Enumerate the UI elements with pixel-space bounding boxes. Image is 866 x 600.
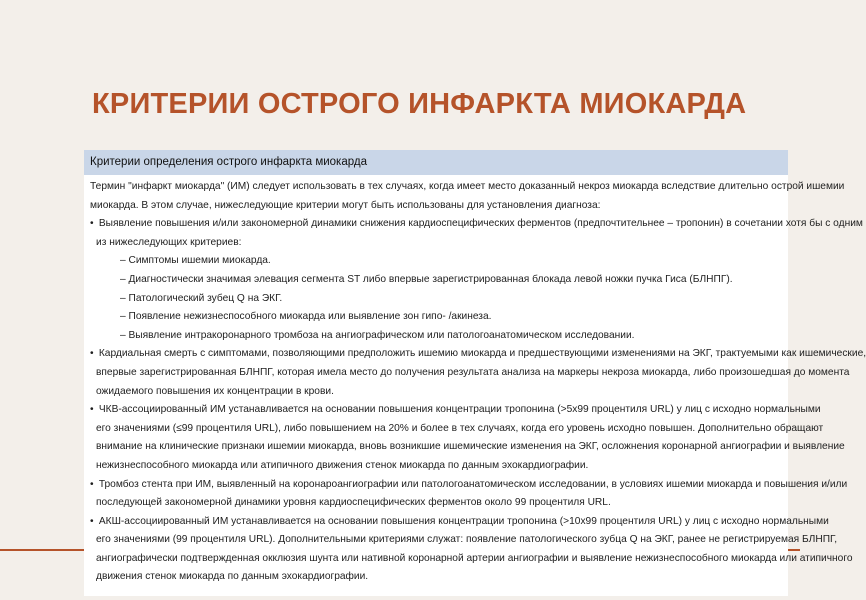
bullet-item: • Выявление повышения и/или закономерной динамики снижения кардиоспецифических ферментов (предпочтительнее – тропонин) в сочетании хотя бы с одним (90, 215, 782, 234)
text-line: нежизнеспособного миокарда или атипичного движения стенок миокарда по данным эхокардиографии. (96, 459, 589, 471)
bullet-item: • Кардиальная смерть с симптомами, позволяющими предположить ишемию миокарда и предшествующими изменениями на ЭКГ, трактуемыми как ишемические, (90, 345, 782, 364)
sub-item: – Появление нежизнеспособного миокарда или выявление зон гипо- /акинеза. (120, 311, 492, 323)
table-header: Критерии определения острого инфаркта миокарда (84, 150, 788, 175)
bullet-icon: • (90, 218, 94, 230)
bullet-item: • АКШ-ассоциированный ИМ устанавливается на основании повышения концентрации тропонина (>10х99 процентиля URL) у лиц с исходно нормальными (90, 513, 782, 532)
text-line: ангиографически подтвержденная окклюзия шунта или нативной коронарной артерии ангиографии и выявление нежизнеспособного миокарда или атипичного (96, 552, 853, 564)
bullet-icon: • (90, 515, 94, 527)
bullet-item: • Тромбоз стента при ИМ, выявленный на коронароангиографии или патологоанатомическом исследовании, в условиях ишемии миокарда и повышения и/или (90, 476, 782, 495)
sub-item: – Диагностически значимая элевация сегмента ST либо впервые зарегистрированная блокада левой ножки пучка Гиса (БЛНПГ). (120, 273, 733, 285)
text-line: миокарда. В этом случае, нижеследующие критерии могут быть использованы для установления диагноза: (90, 199, 601, 211)
sub-item: – Симптомы ишемии миокарда. (120, 255, 271, 267)
text-line: последующей закономерной динамики уровня кардиоспецифических ферментов около 99 процентиля URL. (96, 497, 611, 509)
bullet-icon: • (90, 348, 94, 360)
slide-title: КРИТЕРИИ ОСТРОГО ИНФАРКТА МИОКАРДА (92, 88, 747, 120)
text-line: из нижеследующих критериев: (96, 236, 242, 248)
text-line: движения стенок миокарда по данным эхокардиографии. (96, 571, 369, 583)
table-body (84, 175, 866, 587)
bullet-icon: • (90, 478, 94, 490)
sub-item: – Патологический зубец Q на ЭКГ. (120, 292, 283, 304)
bullet-icon: • (90, 404, 94, 416)
text-line: внимание на клинические признаки ишемии миокарда, вновь возникшие ишемические изменения на ЭКГ, осложнения коронарной ангиографии и выявление (96, 441, 845, 453)
text-line: ожидаемого повышения их концентрации в крови. (96, 385, 334, 397)
text-line: Термин "инфаркт миокарда" (ИМ) следует использовать в тех случаях, когда имеет место доказанный некроз миокарда вследствие длительно острой ишемии (90, 181, 845, 192)
text-line: впервые зарегистрированная БЛНПГ, которая имела место до получения результата анализа на маркеры некроза миокарда, либо произошедшая до момента (96, 366, 850, 378)
text-line: его значениями (99 процентиля URL). Дополнительными критериями служат: появление патологического зубца Q на ЭКГ, ранее не регистрируемая БЛНПГ, (96, 534, 838, 546)
text-line: его значениями (≤99 процентиля URL), либо повышением на 20% и более в тех случаях, когда его уровень исходно повышен. Дополнительно обращают (96, 422, 824, 434)
criteria-table (84, 150, 866, 596)
sub-item: – Выявление интракоронарного тромбоза на ангиографическом или патологоанатомическом исследовании. (120, 329, 635, 341)
bullet-item: • ЧКВ-ассоциированный ИМ устанавливается на основании повышения концентрации тропонина (>5х99 процентиля URL) у лиц с исходно нормальными (90, 401, 782, 420)
